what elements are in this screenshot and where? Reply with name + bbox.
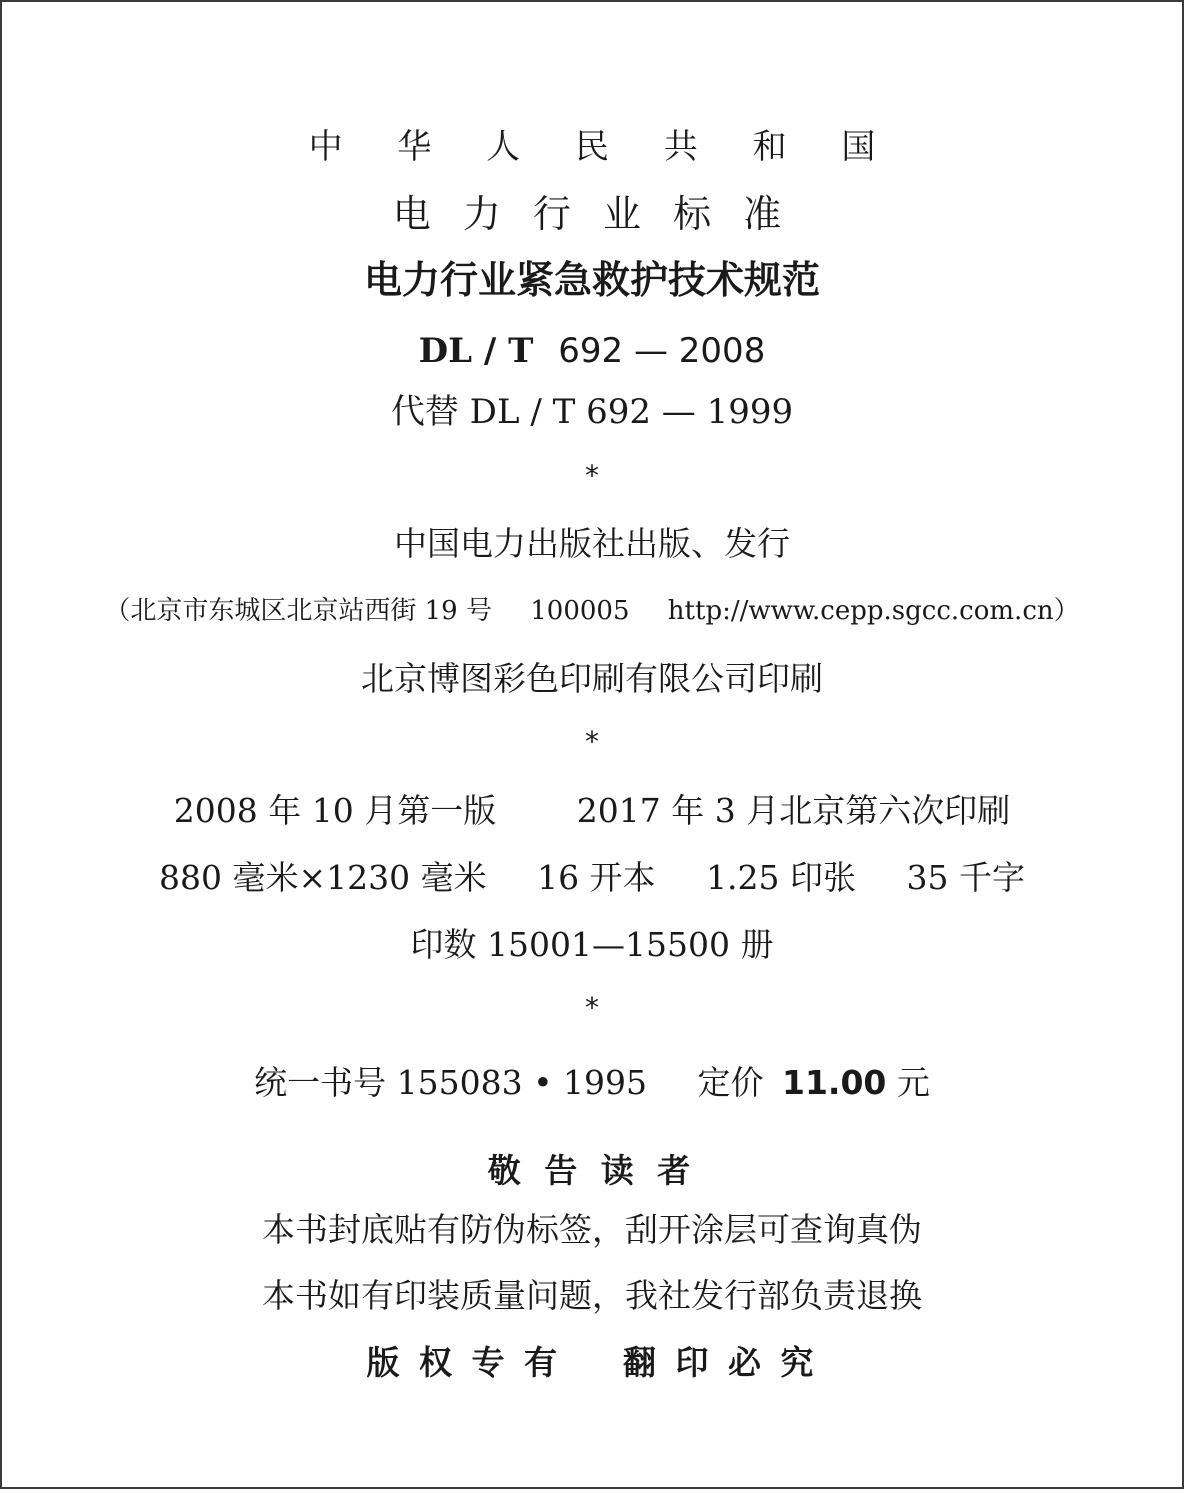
price-label: 定价 <box>697 1063 764 1102</box>
notice-heading: 敬 告 读 者 <box>487 1151 697 1190</box>
print-run: 印数 15001—15500 册 <box>410 925 774 964</box>
country-line: 中 华 人 民 共 和 国 <box>308 127 898 167</box>
price-unit: 元 <box>896 1063 930 1102</box>
printer-name: 北京博图彩色印刷有限公司印刷 <box>361 659 823 698</box>
separator-star-2: * <box>585 725 599 758</box>
copyright-notice: 版 权 专 有 翻 印 必 究 <box>366 1343 818 1382</box>
replaces-line: 代替 DL / T 692 — 1999 <box>390 392 794 432</box>
word-count: 35 千字 <box>906 858 1026 897</box>
document-title: 电力行业紧急救护技术规范 <box>363 258 820 302</box>
code-prefix: DL / T <box>418 331 534 371</box>
notice-return-policy: 本书如有印装质量问题，我社发行部负责退换 <box>262 1276 922 1315</box>
address-text: （北京市东城区北京站西街 19 号 <box>104 596 492 626</box>
format-line <box>2 858 1182 897</box>
first-edition: 2008 年 10 月第一版 <box>173 791 497 830</box>
book-format: 16 开本 <box>537 858 656 897</box>
standard-type: 电 力 行 业 标 准 <box>392 192 792 236</box>
paper-size: 880 毫米×1230 毫米 <box>158 858 487 897</box>
printing-info: 2017 年 3 月北京第六次印刷 <box>576 791 1011 830</box>
separator-star-1: * <box>585 459 599 492</box>
publisher-name: 中国电力出版社出版、发行 <box>394 524 790 563</box>
code-number: 692 — 2008 <box>558 331 766 371</box>
printed-sheets: 1.25 印张 <box>706 858 857 897</box>
publisher-address <box>2 598 1182 624</box>
postcode: 100005 <box>530 596 630 626</box>
separator-star-3: * <box>585 991 599 1024</box>
price-value: 11.00 <box>782 1063 887 1102</box>
pricing-line <box>2 1063 1182 1102</box>
publisher-url: http://www.cepp.sgcc.com.cn） <box>667 596 1080 626</box>
book-number: 统一书号 155083 • 1995 <box>254 1063 647 1102</box>
notice-anti-counterfeit: 本书封底贴有防伪标签，刮开涂层可查询真伪 <box>262 1210 922 1249</box>
edition-line <box>2 791 1182 830</box>
standard-code <box>2 331 1182 371</box>
